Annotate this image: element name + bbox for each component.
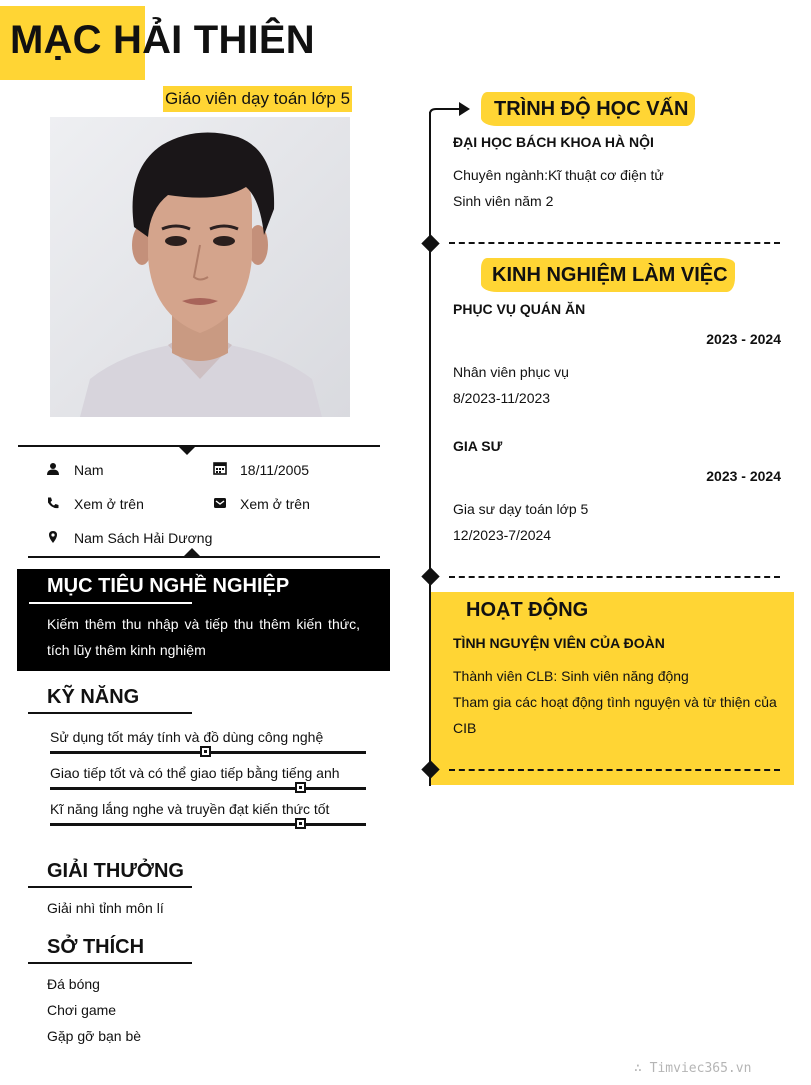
watermark: ∴ Timviec365.vn — [634, 1061, 752, 1076]
section-divider — [449, 769, 780, 771]
skill-label: Sử dụng tốt máy tính và đồ dùng công nghệ — [50, 729, 324, 745]
activities-title: HOẠT ĐỘNG — [466, 599, 589, 621]
job-period: 12/2023-7/2024 — [453, 527, 552, 543]
education-year: Sinh viên năm 2 — [453, 193, 554, 209]
section-divider — [449, 242, 780, 244]
activity-line: CIB — [453, 720, 477, 736]
awards-underline — [28, 886, 192, 888]
phone-icon — [46, 496, 60, 510]
calendar-icon — [213, 461, 227, 475]
education-major: Chuyên ngành:Kĩ thuật cơ điện tử — [453, 167, 664, 183]
education-title: TRÌNH ĐỘ HỌC VẤN — [494, 98, 689, 120]
job-role: Gia sư dạy toán lớp 5 — [453, 501, 589, 517]
objective-section — [17, 569, 390, 671]
skill-label: Giao tiếp tốt và có thể giao tiếp bằng tiếng anh — [50, 765, 340, 781]
activity-org: TÌNH NGUYỆN VIÊN CỦA ĐOÀN — [453, 635, 665, 651]
hobby-item: Chơi game — [47, 1002, 117, 1018]
timeline-node — [421, 567, 439, 585]
contact-top-divider — [18, 445, 380, 447]
timeline-line — [429, 112, 431, 786]
divider-arrow-up — [184, 548, 200, 556]
awards-title: GIẢI THƯỞNG — [47, 860, 184, 882]
hobbies-underline — [28, 962, 192, 964]
skills-underline — [28, 712, 192, 714]
contact-email: Xem ở trên — [240, 496, 310, 512]
skills-title: KỸ NĂNG — [47, 686, 140, 708]
job-years: 2023 - 2024 — [706, 331, 781, 347]
timeline-node — [421, 234, 439, 252]
skill-level-marker — [200, 746, 211, 757]
objective-underline — [29, 602, 192, 604]
education-school: ĐẠI HỌC BÁCH KHOA HÀ NỘI — [453, 134, 654, 150]
skill-bar — [50, 787, 366, 790]
hobby-item: Gặp gỡ bạn bè — [47, 1028, 142, 1044]
hobbies-title: SỞ THÍCH — [47, 936, 145, 958]
portrait-illustration — [50, 117, 350, 417]
skill-level-marker — [295, 782, 306, 793]
objective-text: Kiếm thêm thu nhập và tiếp thu thêm kiến thức, tích lũy thêm kinh nghiệm — [47, 616, 360, 658]
job-company: PHỤC VỤ QUÁN ĂN — [453, 301, 586, 317]
job-period: 8/2023-11/2023 — [453, 390, 551, 406]
objective-title: MỤC TIÊU NGHỀ NGHIỆP — [47, 575, 290, 597]
location-icon — [46, 530, 60, 544]
candidate-name: MẠC HẢI THIÊN — [10, 18, 315, 62]
job-role: Nhân viên phục vụ — [453, 364, 569, 380]
job-position: Giáo viên dạy toán lớp 5 — [163, 86, 352, 112]
hobby-item: Đá bóng — [47, 976, 100, 992]
contact-gender: Nam — [74, 462, 104, 478]
skill-label: Kĩ năng lắng nghe và truyền đạt kiến thức tốt — [50, 801, 330, 817]
timeline-arrow-icon — [429, 98, 473, 122]
contact-address: Nam Sách Hải Dương — [74, 530, 213, 546]
contact-bottom-divider — [28, 556, 380, 558]
job-years: 2023 - 2024 — [706, 468, 781, 484]
user-icon — [46, 462, 60, 476]
experience-title: KINH NGHIỆM LÀM VIỆC — [492, 264, 728, 286]
skill-bar — [50, 823, 366, 826]
activity-line: Tham gia các hoạt động tình nguyện và từ thiện của — [453, 694, 777, 710]
contact-birthday: 18/11/2005 — [240, 462, 310, 478]
email-icon — [213, 496, 227, 510]
contact-phone: Xem ở trên — [74, 496, 144, 512]
award-item: Giải nhì tỉnh môn lí — [47, 900, 164, 916]
job-company: GIA SƯ — [453, 438, 503, 454]
skill-level-marker — [295, 818, 306, 829]
section-divider — [449, 576, 780, 578]
activity-line: Thành viên CLB: Sinh viên năng động — [453, 668, 689, 684]
divider-arrow-down — [179, 447, 195, 455]
profile-photo — [50, 117, 350, 417]
